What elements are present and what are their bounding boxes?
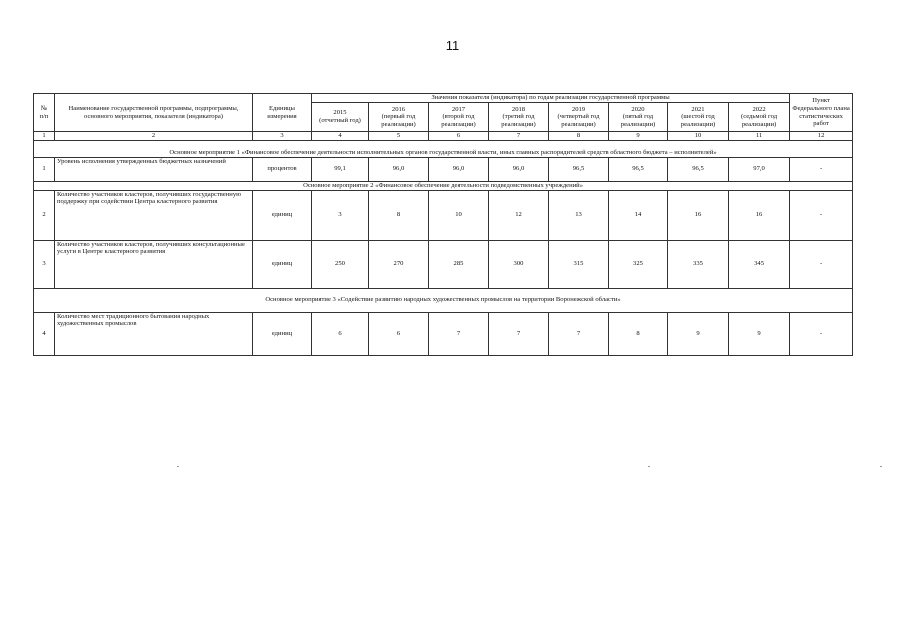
- indicators-table: [33, 93, 853, 356]
- header-year: 2015 (отчетный год): [312, 103, 369, 132]
- header-year: 2022 (седьмой год реализации): [729, 103, 790, 132]
- header-name: Наименование государственной программы, подпрограммы, основного мероприятия, показателя (индикатора): [55, 94, 253, 132]
- page-number: 11: [445, 38, 460, 53]
- scan-speck: [648, 466, 650, 467]
- header-values-group: Значения показателя (индикатора) по годам реализации государственной программы: [312, 94, 790, 103]
- table-row: 4 Количество мест традиционного бытования народных художественных промыслов единиц 6 6 7 7 7 8 9 9 -: [34, 312, 853, 355]
- header-year: 2017 (второй год реализации): [429, 103, 489, 132]
- header-year: 2016 (первый год реализации): [369, 103, 429, 132]
- header-year: 2020 (пятый год реализации): [609, 103, 668, 132]
- section-title-row: Основное мероприятие 1 «Финансовое обеспечение деятельности исполнительных органов государственной власти, иных главных распорядителей средств областного бюджета – исполнителей»: [34, 140, 853, 157]
- column-numbers-row: 1 2 3 4 5 6 7 8 9 10 11 12: [34, 132, 853, 141]
- header-year: 2019 (четвертый год реализации): [549, 103, 609, 132]
- section-title-row: Основное мероприятие 3 «Содействие развитию народных художественных промыслов на территории Воронежской области»: [34, 288, 853, 312]
- table-row: 2 Количество участников кластеров, получивших государственную поддержку при содействии Центра кластерного развития единиц 3 8 10 12 13 14 16 16 -: [34, 190, 853, 240]
- scan-speck: [880, 466, 882, 467]
- table-row: 1 Уровень исполнения утвержденных бюджетных назначений процентов 99,1 96,0 96,0 96,0 96,5 96,5 96,5 97,0 -: [34, 157, 853, 181]
- header-unit: Единицы измерения: [253, 94, 312, 132]
- section-title-row: Основное мероприятие 2 «Финансовое обеспечение деятельности подведомственных учреждений»: [34, 181, 853, 190]
- header-num: № п/п: [34, 94, 55, 132]
- header-year: 2018 (третий год реализации): [489, 103, 549, 132]
- header-plan: Пункт Федерального плана статистических работ: [790, 94, 853, 132]
- scan-speck: [177, 466, 179, 467]
- header-year: 2021 (шестой год реализации): [668, 103, 729, 132]
- table-row: 3 Количество участников кластеров, получивших консультационные услуги в Центре кластерного развития единиц 250 270 285 300 315 325 335 345 -: [34, 240, 853, 288]
